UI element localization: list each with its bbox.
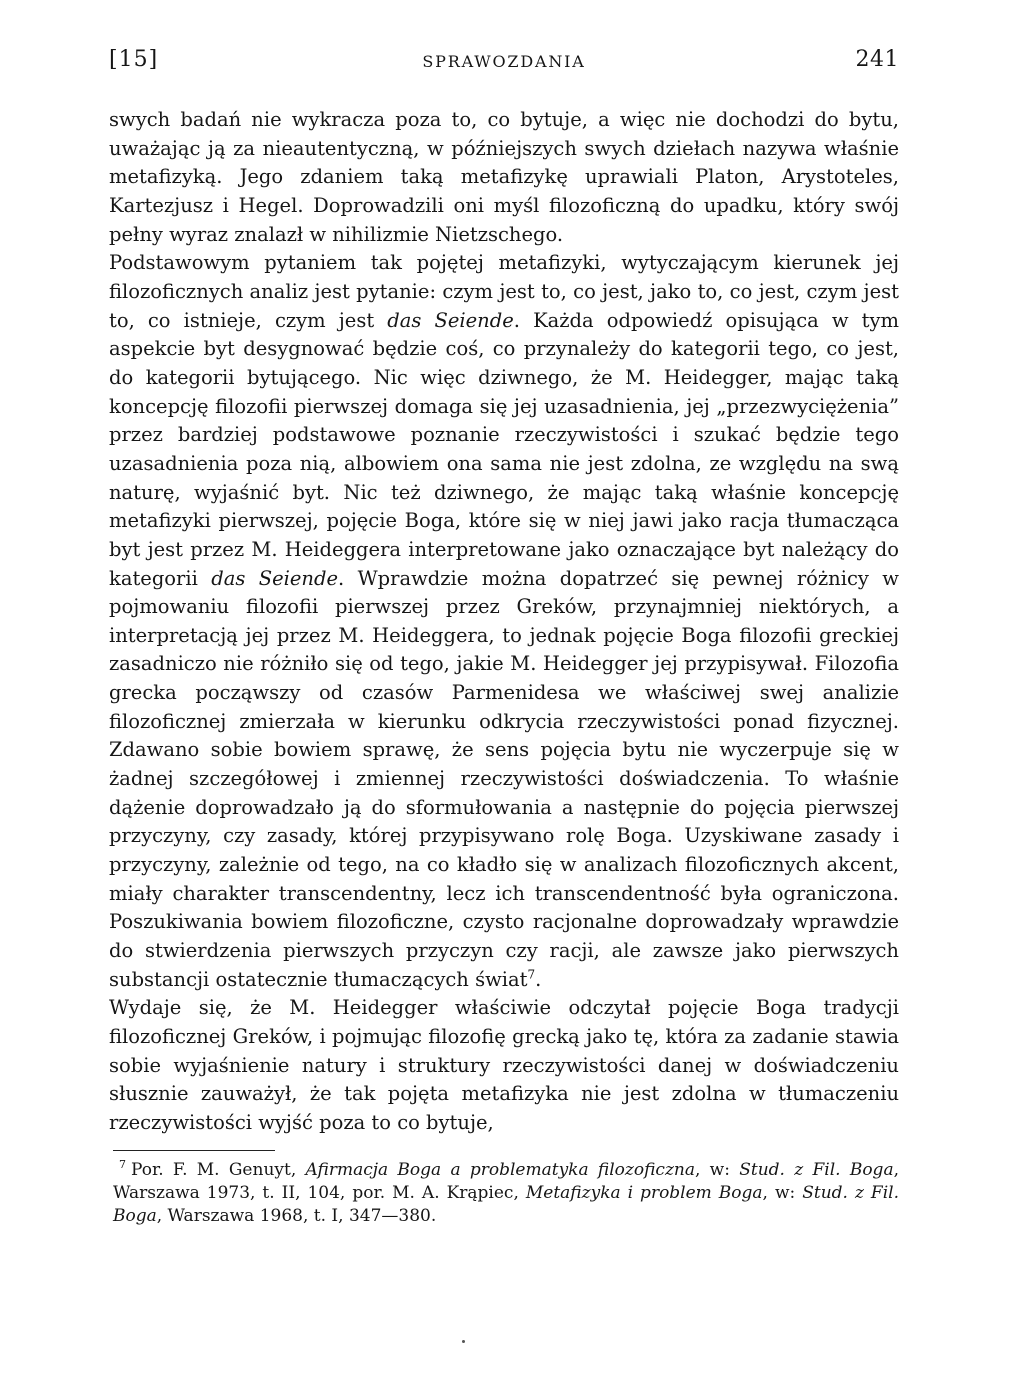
text-run: Wydaje się, że M. Heidegger właściwie odczytał pojęcie Boga tradycji filozoficznej Greków, i pojmując filozofię grecką jako tę, która za zadanie stawia sobie wyjaśnienie natury i struktury rzeczywistości danej w doświadczeniu słusznie zauważył, że tak pojęta metafizyka nie jest zdolna w tłumaczeniu rzeczywistości wyjść poza to co bytuje,	[109, 996, 899, 1134]
text-run: , w:	[762, 1182, 803, 1203]
text-run: . Każda odpowiedź opisująca w tym aspekcie byt desygnować będzie coś, co przynależy do kategorii tego, co jest, do kategorii bytującego. Nic więc dziwnego, że M. Heidegger, mając taką koncepcję filozofii pierwszej domaga się jej uzasadnienia, jej „przezwyciężenia” przez bardziej podstawowe poznanie rzeczywistości i szukać będzie tego uzasadnienia poza nią, albowiem ona sama nie jest zdolna, ze względu na swą naturę, wyjaśnić byt. Nic też dziwnego, że mając taką właśnie koncepcję metafizyki pierwszej, pojęcie Boga, które się w niej jawi jako racja tłumacząca byt jest przez M. Heideggera interpretowane jako oznaczające byt należący do kategorii	[109, 308, 899, 590]
page-number: 241	[855, 47, 899, 72]
paragraph	[109, 994, 899, 1137]
section-number: [15]	[109, 47, 159, 72]
italic-text: Stud. z Fil. Boga	[739, 1159, 894, 1180]
italic-text: Afirmacja Boga a problematyka filozoficzna	[305, 1159, 695, 1180]
document-page	[109, 40, 899, 1228]
footnote-text	[113, 1157, 899, 1226]
text-run: . Wprawdzie można dopatrzeć się pewnej różnicy w pojmowaniu filozofii pierwszej przez Greków, przynajmniej niektórych, a interpretacją jej przez M. Heideggera, to jednak pojęcie Boga filozofii greckiej zasadniczo nie różniło się od tego, jakie M. Heidegger jej przypisywał. Filozofia grecka począwszy od czasów Parmenidesa we właściwej swej analizie filozoficznej zmierzała w kierunku odkrycia rzeczywistości ponad fizycznej. Zdawano sobie bowiem sprawę, że sens pojęcia bytu nie wyczerpuje się w żadnej szczegółowej i zmiennej rzeczywistości doświadczenia. To właśnie dążenie doprowadzało ją do sformułowania a następnie do pojęcia pierwszej przyczyny, czy zasady, której przypisywano rolę Boga. Uzyskiwane zasady i przyczyny, zależnie od tego, na co kładło się w analizach filozoficznych akcent, miały charakter transcendentny, lecz ich transcendentność była ograniczona. Poszukiwania bowiem filozoficzne, czysto racjonalne doprowadzały wprawdzie do stwierdzenia pierwszych przyczyn czy racji, ale zawsze jako pierwszych substancji ostatecznie tłumaczących świat	[109, 566, 899, 991]
print-speck	[462, 1340, 465, 1343]
text-run: Por. F. M. Genuyt,	[131, 1159, 306, 1180]
text-run: , w:	[695, 1159, 740, 1180]
footnote-separator	[113, 1150, 275, 1151]
italic-text: das Seiende	[211, 566, 339, 590]
text-run: Podstawowym pytaniem tak pojętej metafizyki, wytyczającym kierunek jej filozoficznych analiz jest pytanie: czym jest to, co jest, jako to, co jest, czym jest to, co istnieje, czym jest	[109, 251, 899, 332]
paragraph	[109, 249, 899, 994]
footnote	[109, 1159, 899, 1228]
footnote-number: 7	[119, 1157, 126, 1171]
main-text	[109, 106, 899, 1138]
paragraph	[109, 106, 899, 249]
text-run: swych badań nie wykracza poza to, co bytuje, a więc nie dochodzi do bytu, uważając ją za nieautentyczną, w późniejszych swych dziełach nazywa właśnie metafizyką. Jego zdaniem taką metafizykę uprawiali Platon, Arystoteles, Kartezjusz i Hegel. Doprowadzili oni myśl filozoficzną do upadku, który swój pełny wyraz znalazł w nihilizmie Nietzschego.	[109, 108, 899, 246]
italic-text: das Seiende	[387, 308, 514, 332]
text-run: , Warszawa 1968, t. I, 347—380.	[156, 1205, 437, 1226]
running-header	[109, 40, 899, 80]
text-run: .	[535, 967, 542, 991]
italic-text: Stud. z Fil. Boga	[113, 1182, 899, 1226]
footnote-reference: 7	[527, 967, 536, 982]
italic-text: Metafizyka i problem Boga	[525, 1182, 763, 1203]
running-title: SPRAWOZDANIA	[422, 52, 586, 71]
text-run: , Warszawa 1973, t. II, 104, por. M. A. Krąpiec,	[113, 1159, 899, 1203]
